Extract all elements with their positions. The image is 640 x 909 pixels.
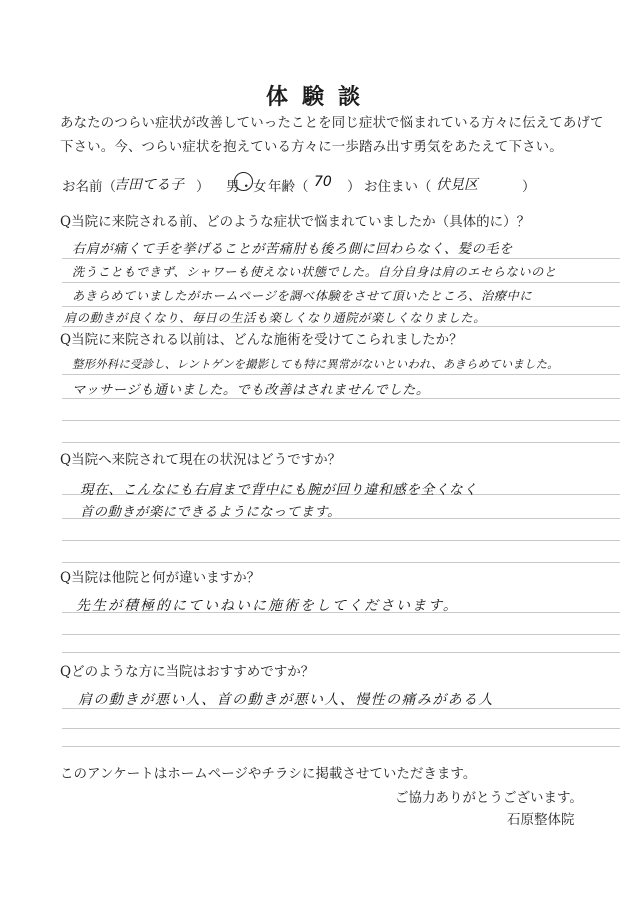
answer-5-line-1: 肩の動きが悪い人、首の動きが悪い人、慢性の痛みがある人 <box>78 692 494 708</box>
answer-lines-4 <box>62 586 620 654</box>
answer-3-line-1: 現在、こんなにも右肩まで背中にも腕が回り違和感を全くなく <box>80 482 478 498</box>
intro-text: あなたのつらい症状が改善していったことを同じ症状で悩まれている方々に伝えてあげて下さい。今、つらい症状を抱えている方々に一歩踏み出す勇気をあたえて下さい。 <box>60 116 604 155</box>
age-close: ） <box>347 179 361 195</box>
thanks-text: ご協力ありがとうございます。 <box>395 790 583 806</box>
answer-3-line-2: 首の動きが楽にできるようになってます。 <box>80 505 341 520</box>
publication-notice: このアンケートはホームページやチラシに掲載させていただきます。 <box>60 766 477 782</box>
question-3: Q当院へ来院されて現在の状況はどうですか？ <box>60 452 342 468</box>
ruled-line <box>62 562 620 563</box>
question-1: Q当院に来院される前、どのような症状で悩まれていましたか（具体的に）？ <box>60 214 531 230</box>
name-value: 吉田てる子 <box>114 177 184 193</box>
ruled-line <box>62 282 620 283</box>
answer-lines-5 <box>62 680 620 748</box>
answer-lines-2 <box>62 348 620 448</box>
ruled-line <box>62 634 620 635</box>
address-value: 伏見区 <box>436 177 478 193</box>
ruled-line <box>62 540 620 541</box>
ruled-line <box>62 258 620 259</box>
ruled-line <box>62 326 620 327</box>
clinic-name: 石原整体院 <box>507 812 575 828</box>
ruled-line <box>62 442 620 443</box>
ruled-line <box>62 374 620 375</box>
page-title: 体験談 <box>265 84 374 110</box>
name-label: お名前（ <box>62 179 116 195</box>
ruled-line <box>62 420 620 421</box>
answer-2-line-2: マッサージも通いました。でも改善はされませんでした。 <box>72 383 430 398</box>
address-label: お住まい（ <box>364 179 432 195</box>
ruled-line <box>62 746 620 747</box>
question-2: Q当院に来院される以前は、どんな施術を受けてこられましたか？ <box>60 332 463 348</box>
gender-label: 男・女 <box>226 179 267 195</box>
answer-1-line-1: 右肩が痛くて手を挙げることが苦痛肘も後ろ側に回わらなく、髪の毛を <box>72 242 513 257</box>
address-close: ） <box>522 179 536 195</box>
ruled-line <box>62 306 620 307</box>
answer-lines-1 <box>62 230 620 330</box>
answer-1-line-2: 洗うこともできず、シャワーも使えない状態でした。自分自身は肩のエセらないのと <box>72 265 557 279</box>
age-label: 年齢（ <box>268 179 309 195</box>
answer-lines-3 <box>62 468 620 568</box>
question-4: Q当院は他院と何が違いますか？ <box>60 570 261 586</box>
ruled-line <box>62 398 620 399</box>
answer-1-line-3: あきらめていましたがホームページを調べ体験をさせて頂いたところ、治療中に <box>72 289 533 303</box>
age-value: 70 <box>314 174 332 190</box>
ruled-line <box>62 728 620 729</box>
answer-4-line-1: 先生が積極的にていねいに施術をしてくださいます。 <box>76 598 459 614</box>
answer-1-line-4: 肩の動きが良くなり、毎日の生活も楽しくなり通院が楽しくなりました。 <box>64 311 486 325</box>
answer-2-line-1: 整形外科に受診し、レントゲンを撮影しても特に異常がないといわれ、あきらめていました。 <box>72 357 559 371</box>
name-close: ） <box>196 179 210 195</box>
question-5: Qどのような方に当院はおすすめですか？ <box>60 664 315 680</box>
gender-selected-circle <box>234 172 253 191</box>
ruled-line <box>62 652 620 653</box>
